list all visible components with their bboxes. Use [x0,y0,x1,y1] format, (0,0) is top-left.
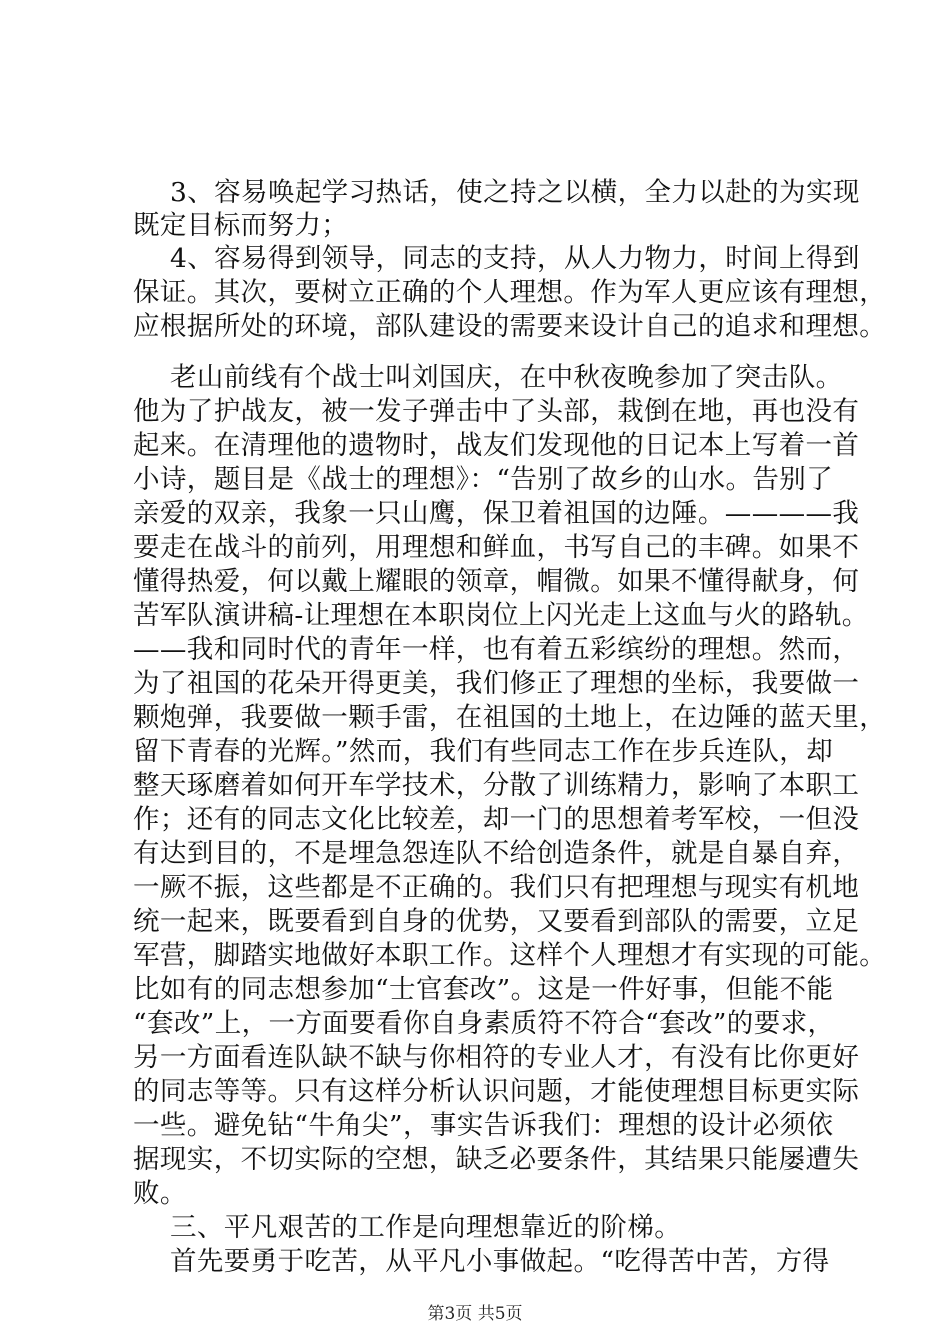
text-line: 要走在战斗的前列，用理想和鲜血，书写自己的丰碑。如果不 [133,532,860,563]
page-number-footer: 第3页 共5页 [427,1304,523,1324]
text-line: 亲爱的双亲，我象一只山鹰，保卫着祖国的边陲。————我 [133,498,860,529]
text-line: 另一方面看连队缺不缺与你相符的专业人才，有没有比你更好 [133,1042,860,1073]
text-line: 3、容易唤起学习热话，使之持之以横，全力以赴的为实现 [170,177,860,208]
section-heading: 三、平凡艰苦的工作是向理想靠近的阶梯。 [170,1212,682,1243]
text-line: 苦军队演讲稿-让理想在本职岗位上闪光走上这血与火的路轨。 [133,600,869,631]
text-line: 败。 [133,1178,187,1209]
text-line: 颗炮弹，我要做一颗手雷，在祖国的土地上，在边陲的蓝天里， [133,702,887,733]
text-line: 起来。在清理他的遗物时，战友们发现他的日记本上写着一首 [133,430,860,461]
text-line: 据现实，不切实际的空想，缺乏必要条件，其结果只能屡遭失 [133,1144,860,1175]
text-line: 作；还有的同志文化比较差，却一门的思想着考军校，一但没 [133,804,860,835]
text-line: 军营，脚踏实地做好本职工作。这样个人理想才有实现的可能。 [133,940,887,971]
text-line: 留下青春的光辉。”然而，我们有些同志工作在步兵连队，却 [133,736,834,767]
text-line: 保证。其次，要树立正确的个人理想。作为军人更应该有理想， [133,277,887,308]
text-line: 统一起来，既要看到自身的优势，又要看到部队的需要，立足 [133,906,860,937]
text-line: 整天琢磨着如何开车学技术，分散了训练精力，影响了本职工 [133,770,860,801]
text-line: 一些。避免钻“牛角尖”，事实告诉我们：理想的设计必须依 [133,1110,834,1141]
text-line: 有达到目的，不是埋急怨连队不给创造条件，就是自暴自弃， [133,838,860,869]
text-line: 比如有的同志想参加“士官套改”。这是一件好事，但能不能 [133,974,834,1005]
text-line: 小诗，题目是《战士的理想》：“告别了故乡的山水。告别了 [133,464,834,495]
text-line: ——我和同时代的青年一样，也有着五彩缤纷的理想。然而， [133,634,860,665]
text-line: 他为了护战友，被一发子弹击中了头部，栽倒在地，再也没有 [133,396,860,427]
text-line: 应根据所处的环境，部队建设的需要来设计自己的追求和理想。 [133,311,887,342]
text-line: 老山前线有个战士叫刘国庆，在中秋夜晚参加了突击队。 [170,362,843,393]
text-line: “套改”上，一方面要看你自身素质符不符合“套改”的要求， [133,1008,835,1039]
text-line: 首先要勇于吃苦，从平凡小事做起。“吃得苦中苦，方得 [170,1246,830,1277]
text-line: 既定目标而努力； [133,210,349,241]
text-line: 懂得热爱，何以戴上耀眼的领章，帽微。如果不懂得献身，何 [133,566,860,597]
text-line: 为了祖国的花朵开得更美，我们修正了理想的坐标，我要做一 [133,668,860,699]
text-line: 4、容易得到领导，同志的支持，从人力物力，时间上得到 [170,243,860,274]
text-line: 的同志等等。只有这样分析认识问题，才能使理想目标更实际 [133,1076,860,1107]
text-line: 一厥不振，这些都是不正确的。我们只有把理想与现实有机地 [133,872,860,903]
